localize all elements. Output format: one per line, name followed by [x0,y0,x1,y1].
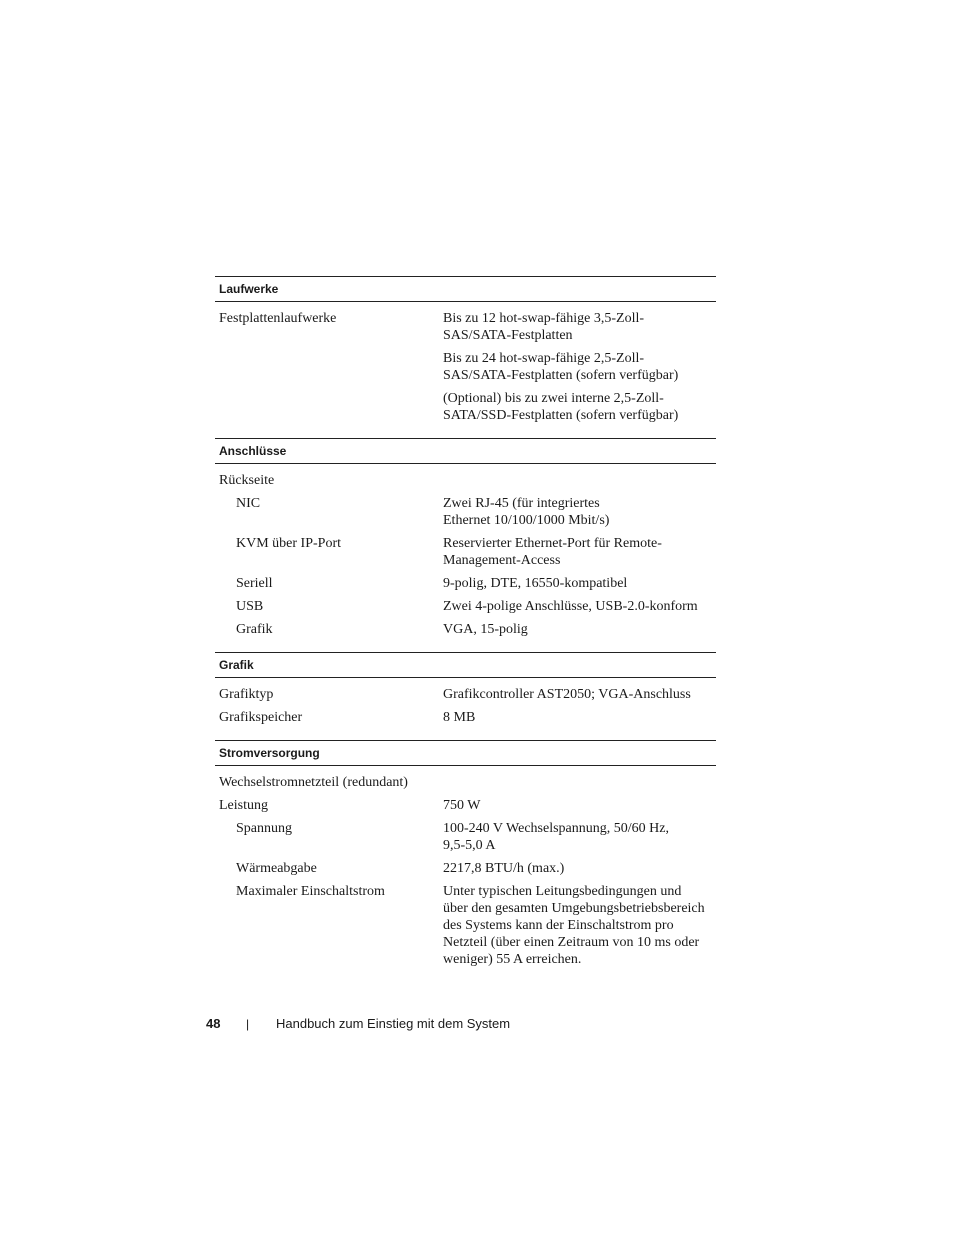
spec-value [443,860,716,877]
spec-row [215,495,716,529]
spec-value-paragraph: Bis zu 12 hot-swap-fähige 3,5-Zoll- SAS/SATA-Festplatten [443,311,645,343]
spec-row [215,575,716,592]
spec-row [215,820,716,854]
spec-label: Seriell [236,576,273,591]
spec-label: Wechselstromnetzteil (redundant) [219,775,408,790]
footer-title: Handbuch zum Einstieg mit dem System [276,1016,511,1031]
spec-value [443,310,716,424]
spec-value [443,598,716,615]
spec-value [443,686,716,703]
spec-value-paragraph: (Optional) bis zu zwei interne 2,5-Zoll- SATA/SSD-Festplatten (sofern verfügbar) [443,391,679,423]
spec-value-paragraph: 100-240 V Wechselspannung, 50/60 Hz, 9,5-5,0 A [443,821,669,853]
spec-value-paragraph: VGA, 15-polig [443,622,528,637]
spec-label: Grafiktyp [219,687,274,702]
footer-separator: | [246,1016,250,1031]
spec-value-paragraph: Reservierter Ethernet-Port für Remote- Management-Access [443,536,662,568]
spec-value-paragraph: 2217,8 BTU/h (max.) [443,861,565,876]
spec-value [443,709,716,726]
spec-row [215,860,716,877]
spec-value-paragraph: Zwei 4-polige Anschlüsse, USB-2.0-konform [443,599,698,614]
section-heading: Anschlüsse [215,438,716,464]
spec-label: USB [236,599,264,614]
spec-label: KVM über IP-Port [236,536,341,551]
page-footer [206,1016,510,1031]
spec-label: Maximaler Einschaltstrom [236,884,385,899]
spec-value-paragraph: Grafikcontroller AST2050; VGA-Anschluss [443,687,691,702]
spec-value-paragraph: 750 W [443,798,481,813]
spec-value [443,797,716,814]
spec-label: NIC [236,496,261,511]
section-body [215,766,716,982]
spec-label: Rückseite [219,473,275,488]
spec-row [215,535,716,569]
spec-row [215,686,716,703]
spec-value [443,621,716,638]
spec-value [443,883,716,968]
spec-row [215,797,716,814]
spec-value [443,774,716,791]
section-heading: Laufwerke [215,276,716,302]
spec-label: Spannung [236,821,292,836]
spec-value [443,472,716,489]
spec-row [215,310,716,424]
spec-value [443,820,716,854]
spec-value-paragraph: Unter typischen Leitungsbedingungen und über den gesamten Umgebungsbetriebsbereich des Systems kann der Einschaltstrom pro Netzteil (über einen Zeitraum von 10 ms oder weniger) 55 A erreichen. [443,884,705,967]
spec-label: Grafikspeicher [219,710,303,725]
spec-label: Wärmeabgabe [236,861,317,876]
page-number: 48 [206,1016,221,1031]
spec-value-paragraph: Bis zu 24 hot-swap-fähige 2,5-Zoll- SAS/SATA-Festplatten (sofern verfügbar) [443,351,679,383]
spec-row [215,598,716,615]
section-heading: Stromversorgung [215,740,716,766]
spec-value [443,575,716,592]
section-body [215,302,716,438]
spec-label: Leistung [219,798,268,813]
spec-label: Grafik [236,622,273,637]
spec-row [215,709,716,726]
spec-row [215,774,716,791]
section-body [215,678,716,740]
spec-row [215,621,716,638]
spec-value-paragraph: Zwei RJ-45 (für integriertes Ethernet 10/100/1000 Mbit/s) [443,496,610,528]
spec-label: Festplattenlaufwerke [219,311,337,326]
spec-value-paragraph: 8 MB [443,710,476,725]
spec-value [443,495,716,529]
spec-table [215,276,716,982]
section-heading: Grafik [215,652,716,678]
spec-row [215,472,716,489]
spec-row [215,883,716,968]
spec-value-paragraph: 9-polig, DTE, 16550-kompatibel [443,576,628,591]
spec-value [443,535,716,569]
section-body [215,464,716,652]
